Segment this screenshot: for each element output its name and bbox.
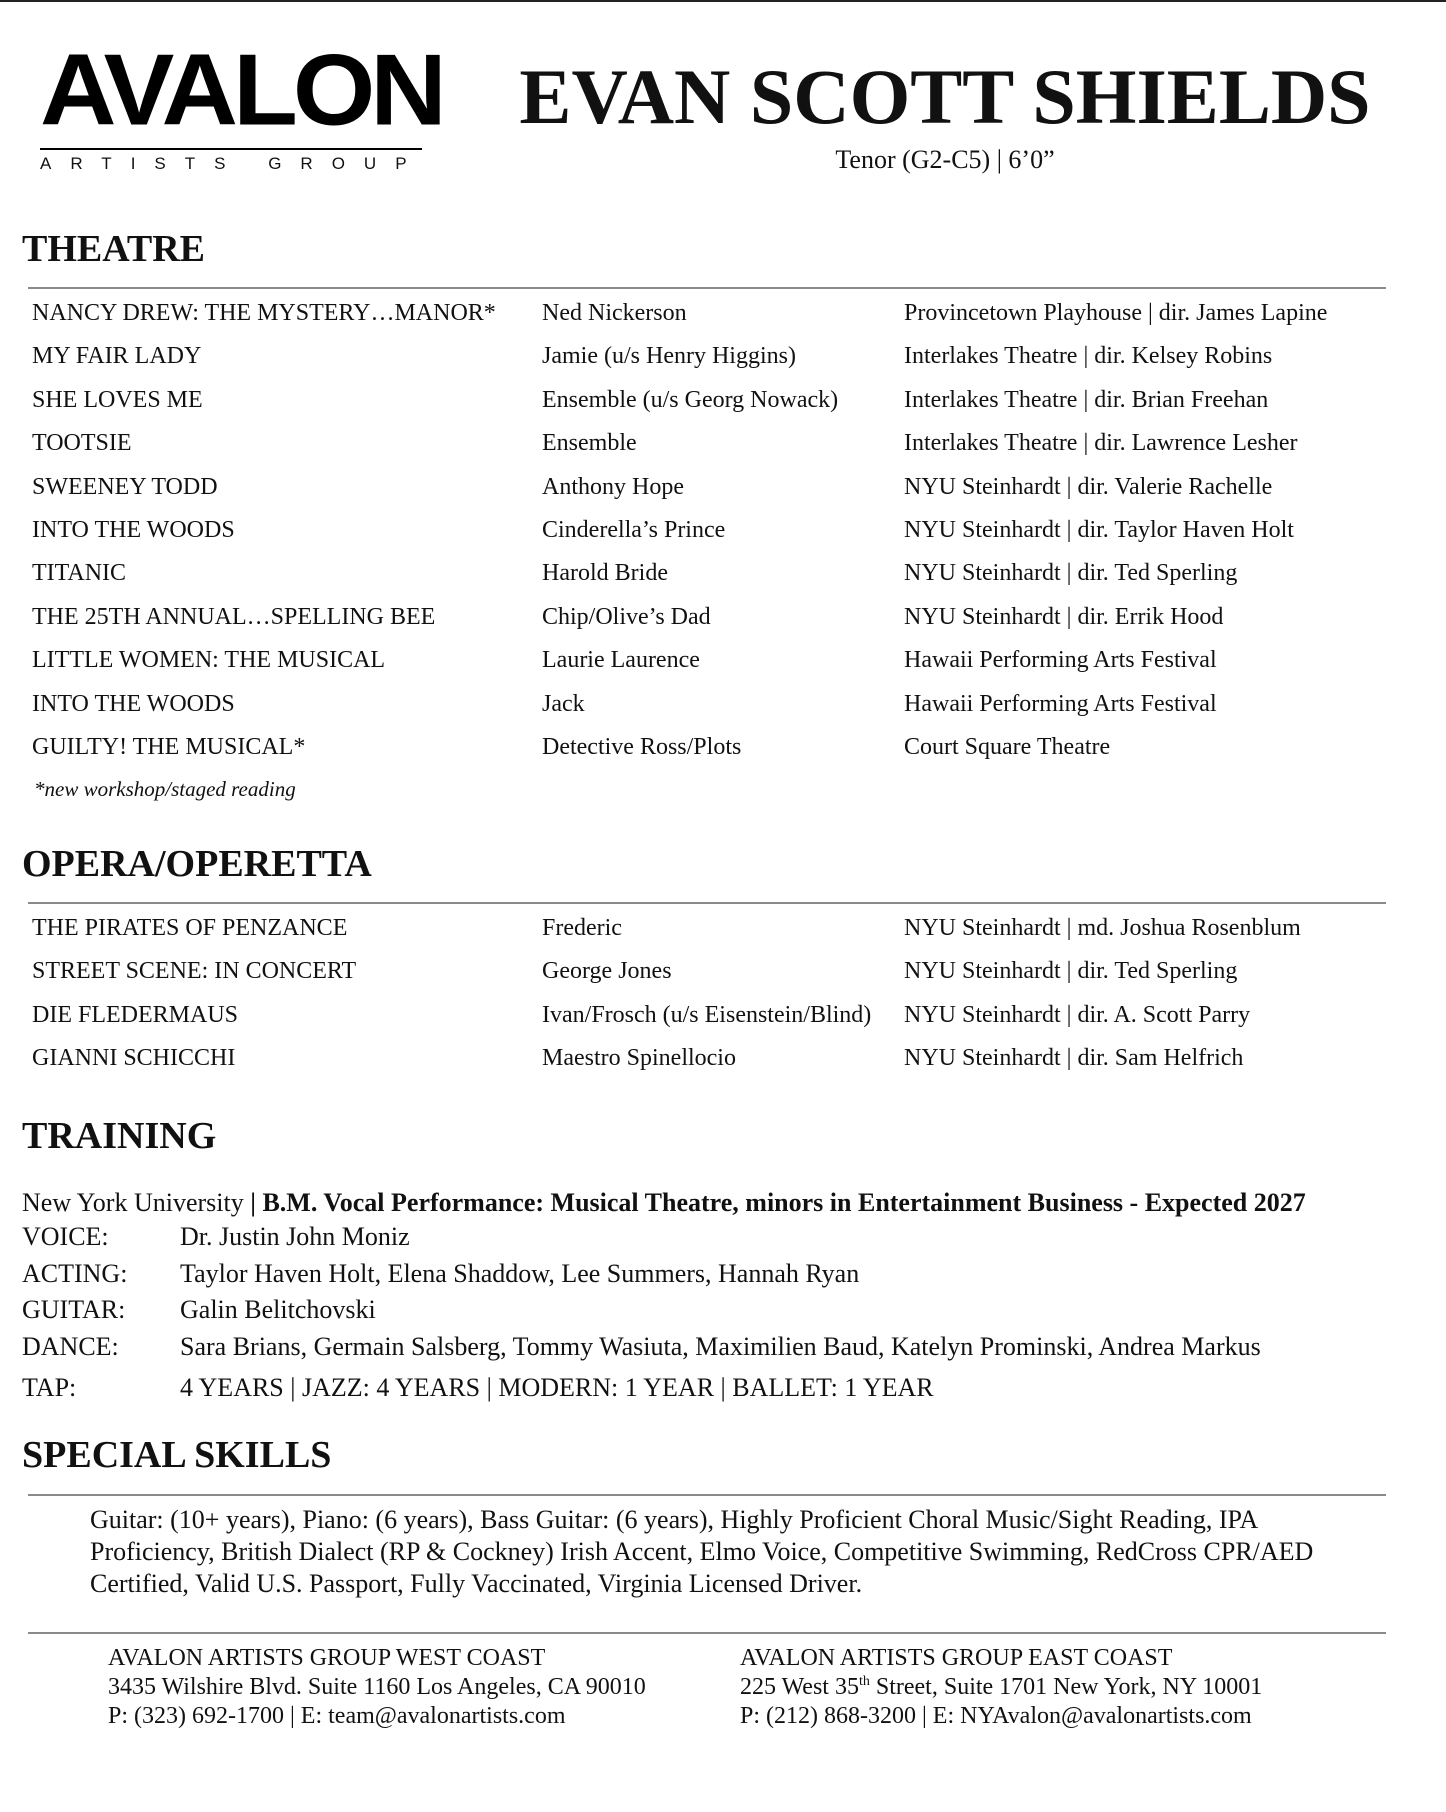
degree: | B.M. Vocal Performance: Musical Theatre, minors in Entertainment Business - Expected 2027	[250, 1188, 1306, 1217]
credit-row	[32, 301, 1402, 344]
credit-venue: Interlakes Theatre | dir. Kelsey Robins	[904, 343, 1273, 370]
east-office-address: 225 West 35th Street, Suite 1701 New York, NY 10001	[740, 1674, 1263, 1700]
credit-row	[32, 475, 1402, 518]
credit-role: Detective Ross/Plots	[542, 733, 742, 760]
credit-row	[32, 735, 1402, 778]
training-label: VOICE:	[22, 1222, 109, 1251]
credit-title: SHE LOVES ME	[32, 386, 203, 413]
avalon-logo	[40, 34, 442, 190]
credit-role: Anthony Hope	[542, 473, 684, 500]
credit-venue: Interlakes Theatre | dir. Brian Freehan	[904, 386, 1269, 413]
training-heading: TRAINING	[22, 1115, 217, 1157]
credit-role: Ensemble	[542, 430, 637, 457]
opera-heading: OPERA/OPERETTA	[22, 843, 372, 885]
voice-height: Tenor (G2-C5) | 6’0”	[835, 145, 1055, 174]
skills-text: Guitar: (10+ years), Piano: (6 years), Bass Guitar: (6 years), Highly Proficient Choral Music/Sight Reading, IPA Proficiency, British Dialect (RP & Cockney) Irish Accent, Elmo Voice, Competitive Swimming, RedCross CPR/AED Certified, Valid U.S. Passport, Fully Vaccinated, Virginia Licensed Driver.	[90, 1505, 1314, 1598]
footer-east	[740, 1644, 1262, 1731]
top-border	[0, 0, 1446, 2]
theatre-rule	[28, 287, 1386, 289]
credit-title: LITTLE WOMEN: THE MUSICAL	[32, 647, 386, 674]
credit-title: MY FAIR LADY	[32, 343, 202, 370]
credit-title: TITANIC	[32, 560, 127, 587]
theatre-credits	[32, 301, 1402, 778]
credit-row	[32, 959, 1402, 1002]
credit-row	[32, 431, 1402, 474]
training-value: Taylor Haven Holt, Elena Shaddow, Lee Summers, Hannah Ryan	[180, 1259, 860, 1288]
footer-rule	[28, 1632, 1386, 1634]
credit-venue: NYU Steinhardt | dir. Ted Sperling	[904, 958, 1238, 985]
actor-name: EVAN SCOTT SHIELDS	[519, 53, 1371, 140]
credit-title: INTO THE WOODS	[32, 690, 235, 717]
logo-wordmark: AVALON	[40, 34, 442, 147]
credit-venue: NYU Steinhardt | dir. A. Scott Parry	[904, 1001, 1251, 1028]
credit-role: Ned Nickerson	[542, 300, 687, 326]
skills-rule	[28, 1494, 1386, 1496]
credit-venue: Hawaii Performing Arts Festival	[904, 647, 1217, 674]
credit-title: INTO THE WOODS	[32, 516, 235, 543]
credit-role: Laurie Laurence	[542, 647, 700, 674]
credit-venue: NYU Steinhardt | md. Joshua Rosenblum	[904, 915, 1301, 941]
credit-title: TOOTSIE	[32, 430, 132, 457]
credit-venue: NYU Steinhardt | dir. Taylor Haven Holt	[904, 516, 1294, 543]
credit-row	[32, 518, 1402, 561]
training-value: 4 YEARS | JAZZ: 4 YEARS | MODERN: 1 YEAR | BALLET: 1 YEAR	[180, 1373, 934, 1402]
east-office-name: AVALON ARTISTS GROUP EAST COAST	[740, 1645, 1173, 1671]
credit-title: THE 25TH ANNUAL…SPELLING BEE	[32, 603, 436, 630]
credit-row	[32, 692, 1402, 735]
training-label: DANCE:	[22, 1332, 119, 1361]
credit-venue: NYU Steinhardt | dir. Ted Sperling	[904, 560, 1238, 587]
credit-role: Jamie (u/s Henry Higgins)	[542, 343, 796, 370]
theatre-heading: THEATRE	[22, 228, 206, 270]
footnote: *new workshop/staged reading	[34, 777, 296, 801]
credit-title: GUILTY! THE MUSICAL*	[32, 733, 306, 760]
credit-title: SWEENEY TODD	[32, 473, 218, 500]
credit-row	[32, 605, 1402, 648]
training-label: GUITAR:	[22, 1295, 126, 1324]
credit-venue: NYU Steinhardt | dir. Valerie Rachelle	[904, 473, 1273, 500]
credit-venue: Hawaii Performing Arts Festival	[904, 690, 1217, 717]
credit-role: George Jones	[542, 958, 672, 985]
west-office-address: 3435 Wilshire Blvd. Suite 1160 Los Angeles, CA 90010	[108, 1674, 646, 1700]
credit-title: THE PIRATES OF PENZANCE	[32, 915, 348, 941]
credit-venue: Interlakes Theatre | dir. Lawrence Lesher	[904, 430, 1298, 457]
west-office-name: AVALON ARTISTS GROUP WEST COAST	[108, 1645, 546, 1671]
west-office-contact: P: (323) 692-1700 | E: team@avalonartists.com	[108, 1703, 566, 1729]
training-value: Dr. Justin John Moniz	[180, 1222, 410, 1251]
training-value: Galin Belitchovski	[180, 1295, 376, 1324]
credit-role: Harold Bride	[542, 560, 668, 587]
credit-role: Ensemble (u/s Georg Nowack)	[542, 386, 839, 413]
credit-title: NANCY DREW: THE MYSTERY…MANOR*	[32, 300, 496, 326]
credit-row	[32, 388, 1402, 431]
logo-rule	[40, 148, 422, 150]
training-label: TAP:	[22, 1373, 77, 1402]
credit-role: Frederic	[542, 915, 622, 941]
credit-role: Chip/Olive’s Dad	[542, 603, 711, 630]
credit-title: STREET SCENE: IN CONCERT	[32, 958, 357, 985]
credit-venue: NYU Steinhardt | dir. Sam Helfrich	[904, 1045, 1244, 1072]
opera-rule	[28, 902, 1386, 904]
logo-subtitle: ARTISTS GROUP	[40, 154, 426, 173]
credit-row	[32, 344, 1402, 387]
credit-row	[32, 1003, 1402, 1046]
school-name: New York University	[22, 1188, 251, 1217]
training-value: Sara Brians, Germain Salsberg, Tommy Wasiuta, Maximilien Baud, Katelyn Prominski, Andrea Markus	[180, 1332, 1261, 1361]
credit-row	[32, 916, 1402, 959]
credit-venue: Provincetown Playhouse | dir. James Lapine	[904, 300, 1328, 326]
credit-role: Ivan/Frosch (u/s Eisenstein/Blind)	[542, 1001, 872, 1028]
credit-venue: Court Square Theatre	[904, 733, 1111, 760]
skills-heading: SPECIAL SKILLS	[22, 1434, 332, 1476]
credit-title: DIE FLEDERMAUS	[32, 1001, 239, 1028]
credit-venue: NYU Steinhardt | dir. Errik Hood	[904, 603, 1224, 630]
credit-role: Jack	[542, 690, 585, 717]
education-line	[22, 1188, 1306, 1218]
opera-credits	[32, 916, 1402, 1090]
training-label: ACTING:	[22, 1259, 128, 1288]
credit-role: Cinderella’s Prince	[542, 516, 726, 543]
credit-row	[32, 561, 1402, 604]
credit-row	[32, 1046, 1402, 1089]
credit-row	[32, 648, 1402, 691]
footer-west	[108, 1644, 646, 1731]
credit-title: GIANNI SCHICCHI	[32, 1045, 236, 1072]
credit-role: Maestro Spinellocio	[542, 1045, 736, 1072]
east-office-contact: P: (212) 868-3200 | E: NYAvalon@avalonartists.com	[740, 1703, 1252, 1729]
